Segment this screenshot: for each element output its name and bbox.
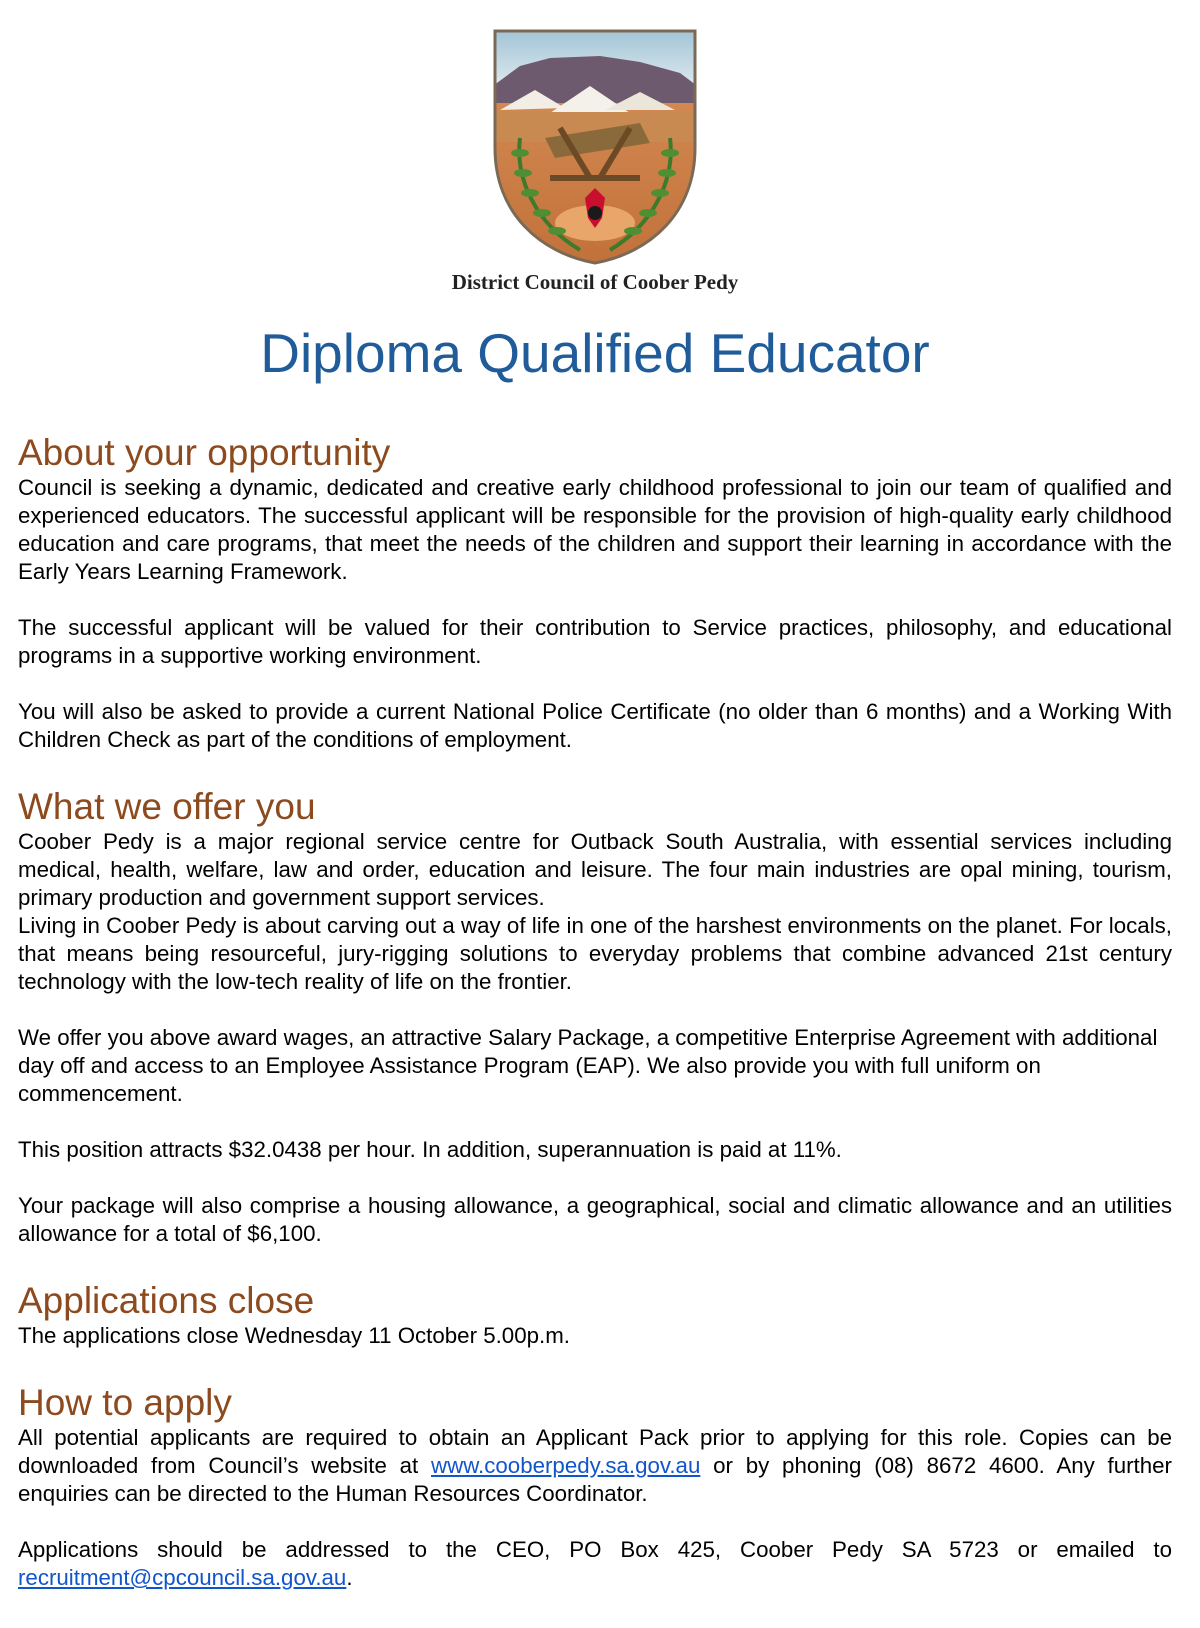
website-link[interactable]: www.cooberpedy.sa.gov.au: [430, 1453, 701, 1478]
heading-close: Applications close: [18, 1280, 315, 1321]
offer-paragraph-1: Coober Pedy is a major regional service centre for Outback South Australia, with essential services including medical, health, welfare, law and order, education and leisure. The four main industries are opal mining, tourism, primary production and government support services.: [18, 829, 1172, 910]
close-paragraph: The applications close Wednesday 11 October 5.00p.m.: [18, 1323, 570, 1348]
apply-text: .: [346, 1565, 353, 1590]
organization-name: District Council of Coober Pedy: [451, 270, 739, 294]
about-paragraph-3: You will also be asked to provide a current National Police Certificate (no older than 6 months) and a Working With Children Check as part of the conditions of employment.: [18, 699, 1172, 752]
page-title: Diploma Qualified Educator: [260, 322, 930, 384]
apply-text: or by phoning (08) 8672 4600. Any further enquiries can be directed to the Human Resources Coordinator.: [18, 1453, 1172, 1506]
offer-paragraph-5: Your package will also comprise a housing allowance, a geographical, social and climatic allowance and an utilities allowance for a total of $6,100.: [18, 1193, 1172, 1246]
apply-text: Applications should be addressed to the CEO, PO Box 425, Coober Pedy SA 5723 or emailed to: [18, 1537, 1172, 1562]
heading-about: About your opportunity: [18, 432, 391, 473]
document-body: [18, 432, 1172, 1592]
email-link[interactable]: recruitment@cpcouncil.sa.gov.au: [18, 1565, 347, 1590]
apply-paragraph-2: [18, 1536, 1172, 1592]
offer-paragraph-2: Living in Coober Pedy is about carving out a way of life in one of the harshest environments on the planet. For locals, that means being resourceful, jury-rigging solutions to everyday problems that combine advanced 21st century technology with the low-tech reality of life on the frontier.: [18, 913, 1172, 994]
about-paragraph-1: Council is seeking a dynamic, dedicated and creative early childhood professional to join our team of qualified and experienced educators. The successful applicant will be responsible for the provision of high-quality early childhood education and care programs, that meet the needs of the children and support their learning in accordance with the Early Years Learning Framework.: [18, 475, 1172, 584]
about-paragraph-2: The successful applicant will be valued for their contribution to Service practices, philosophy, and educational programs in a supportive working environment.: [18, 615, 1172, 668]
apply-text: All potential applicants are required to obtain an Applicant Pack prior to applying for this role. Copies can be downloaded from Council’s website at: [18, 1425, 1172, 1478]
offer-paragraph-3: We offer you above award wages, an attractive Salary Package, a competitive Enterprise Agreement with additional day off and access to an Employee Assistance Program (EAP). We also provide you with full uniform on commencement.: [18, 1025, 1158, 1106]
offer-paragraph-4: This position attracts $32.0438 per hour. In addition, superannuation is paid at 11%.: [18, 1137, 842, 1162]
heading-offer: What we offer you: [18, 786, 316, 827]
apply-paragraph-1: [18, 1424, 1172, 1508]
heading-apply: How to apply: [18, 1382, 232, 1423]
council-crest-icon: [490, 28, 700, 266]
